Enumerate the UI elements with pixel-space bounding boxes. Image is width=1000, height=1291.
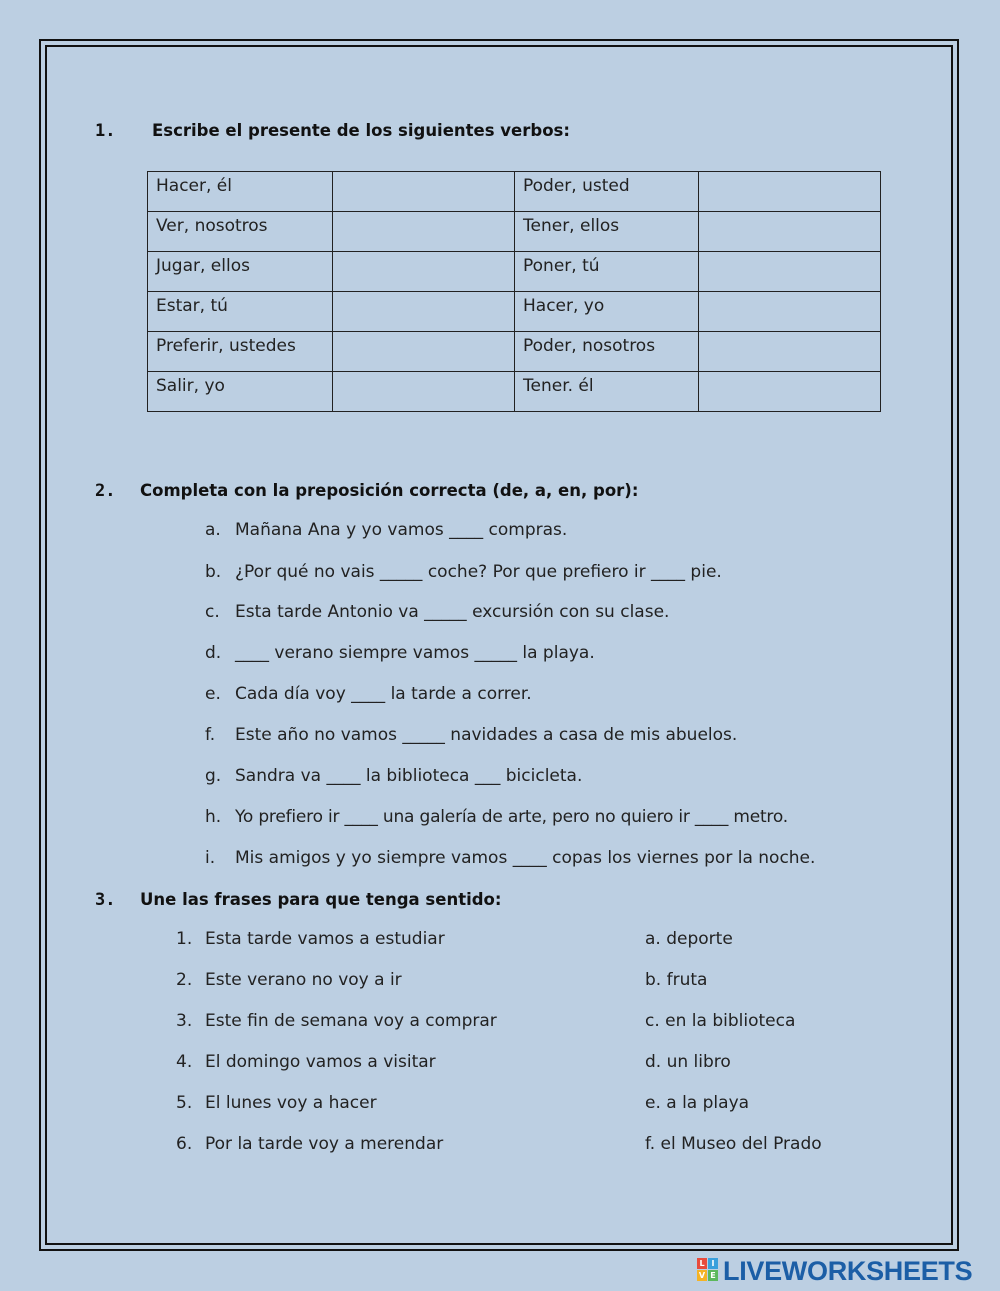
phrase-start: Esta tarde vamos a estudiar	[205, 929, 445, 949]
item-number: 2.	[176, 970, 193, 990]
answer-cell[interactable]	[333, 252, 515, 292]
phrase-start: El domingo vamos a visitar	[205, 1052, 436, 1072]
verb-prompt: Tener. él	[515, 372, 699, 412]
verb-prompt: Poner, tú	[515, 252, 699, 292]
section-2-number: 2.	[95, 481, 116, 501]
item-sentence: Mis amigos y yo siempre vamos ____ copas los viernes por la noche.	[235, 848, 816, 868]
table-row	[148, 212, 881, 252]
match-option[interactable]: f. el Museo del Prado	[645, 1134, 822, 1154]
item-letter: a.	[205, 520, 221, 540]
item-sentence: Mañana Ana y yo vamos ____ compras.	[235, 520, 568, 540]
table-row	[148, 292, 881, 332]
item-sentence: Esta tarde Antonio va _____ excursión con su clase.	[235, 602, 670, 622]
phrase-start: Por la tarde voy a merendar	[205, 1134, 444, 1154]
table-row	[148, 332, 881, 372]
item-letter: i.	[205, 848, 216, 868]
match-option[interactable]: c. en la biblioteca	[645, 1011, 796, 1031]
answer-cell[interactable]	[699, 172, 881, 212]
liveworksheets-logo	[697, 1256, 997, 1286]
item-sentence: Este año no vamos _____ navidades a casa de mis abuelos.	[235, 725, 738, 745]
answer-cell[interactable]	[699, 212, 881, 252]
answer-cell[interactable]	[333, 292, 515, 332]
answer-cell[interactable]	[333, 372, 515, 412]
verb-prompt: Salir, yo	[148, 372, 333, 412]
answer-cell[interactable]	[333, 172, 515, 212]
answer-cell[interactable]	[333, 332, 515, 372]
verb-prompt: Hacer, él	[148, 172, 333, 212]
item-sentence: Sandra va ____ la biblioteca ___ bicicleta.	[235, 766, 583, 786]
item-letter: b.	[205, 562, 222, 582]
item-letter: d.	[205, 643, 222, 663]
answer-cell[interactable]	[699, 332, 881, 372]
section-1-number: 1.	[95, 121, 116, 141]
answer-cell[interactable]	[333, 212, 515, 252]
item-letter: h.	[205, 807, 222, 827]
phrase-start: Este verano no voy a ir	[205, 970, 402, 990]
verb-prompt: Jugar, ellos	[148, 252, 333, 292]
badge-letter: L	[697, 1258, 707, 1269]
verb-table	[147, 171, 881, 412]
phrase-start: Este fin de semana voy a comprar	[205, 1011, 497, 1031]
item-number: 5.	[176, 1093, 193, 1113]
item-number: 1.	[176, 929, 193, 949]
badge-letter: I	[708, 1258, 718, 1269]
answer-cell[interactable]	[699, 252, 881, 292]
item-sentence: Cada día voy ____ la tarde a correr.	[235, 684, 532, 704]
item-number: 4.	[176, 1052, 193, 1072]
item-letter: f.	[205, 725, 216, 745]
verb-prompt: Estar, tú	[148, 292, 333, 332]
item-letter: e.	[205, 684, 221, 704]
verb-prompt: Poder, nosotros	[515, 332, 699, 372]
match-option[interactable]: b. fruta	[645, 970, 708, 990]
badge-letter: V	[698, 1271, 706, 1280]
table-row	[148, 372, 881, 412]
liveworksheets-wordmark: LIVEWORKSHEETS	[723, 1256, 973, 1286]
section-3-title: Une las frases para que tenga sentido:	[140, 890, 502, 909]
liveworksheets-badge-icon	[697, 1258, 719, 1282]
phrase-start: El lunes voy a hacer	[205, 1093, 377, 1113]
section-3-number: 3.	[95, 890, 116, 910]
match-option[interactable]: a. deporte	[645, 929, 733, 949]
item-letter: g.	[205, 766, 222, 786]
section-1-title: Escribe el presente de los siguientes verbos:	[152, 121, 570, 140]
item-number: 6.	[176, 1134, 193, 1154]
verb-prompt: Poder, usted	[515, 172, 699, 212]
item-sentence: Yo prefiero ir ____ una galería de arte, pero no quiero ir ____ metro.	[235, 807, 788, 827]
match-option[interactable]: e. a la playa	[645, 1093, 750, 1113]
verb-prompt: Ver, nosotros	[148, 212, 333, 252]
verb-prompt: Hacer, yo	[515, 292, 699, 332]
match-option[interactable]: d. un libro	[645, 1052, 731, 1072]
item-sentence: ¿Por qué no vais _____ coche? Por que prefiero ir ____ pie.	[235, 562, 722, 582]
badge-letter: E	[708, 1270, 718, 1281]
table-row	[148, 172, 881, 212]
table-row	[148, 252, 881, 292]
section-2-title: Completa con la preposición correcta (de, a, en, por):	[140, 481, 639, 500]
verb-prompt: Preferir, ustedes	[148, 332, 333, 372]
answer-cell[interactable]	[699, 292, 881, 332]
item-number: 3.	[176, 1011, 193, 1031]
verb-prompt: Tener, ellos	[515, 212, 699, 252]
answer-cell[interactable]	[699, 372, 881, 412]
item-letter: c.	[205, 602, 220, 622]
item-sentence: ____ verano siempre vamos _____ la playa.	[235, 643, 595, 663]
